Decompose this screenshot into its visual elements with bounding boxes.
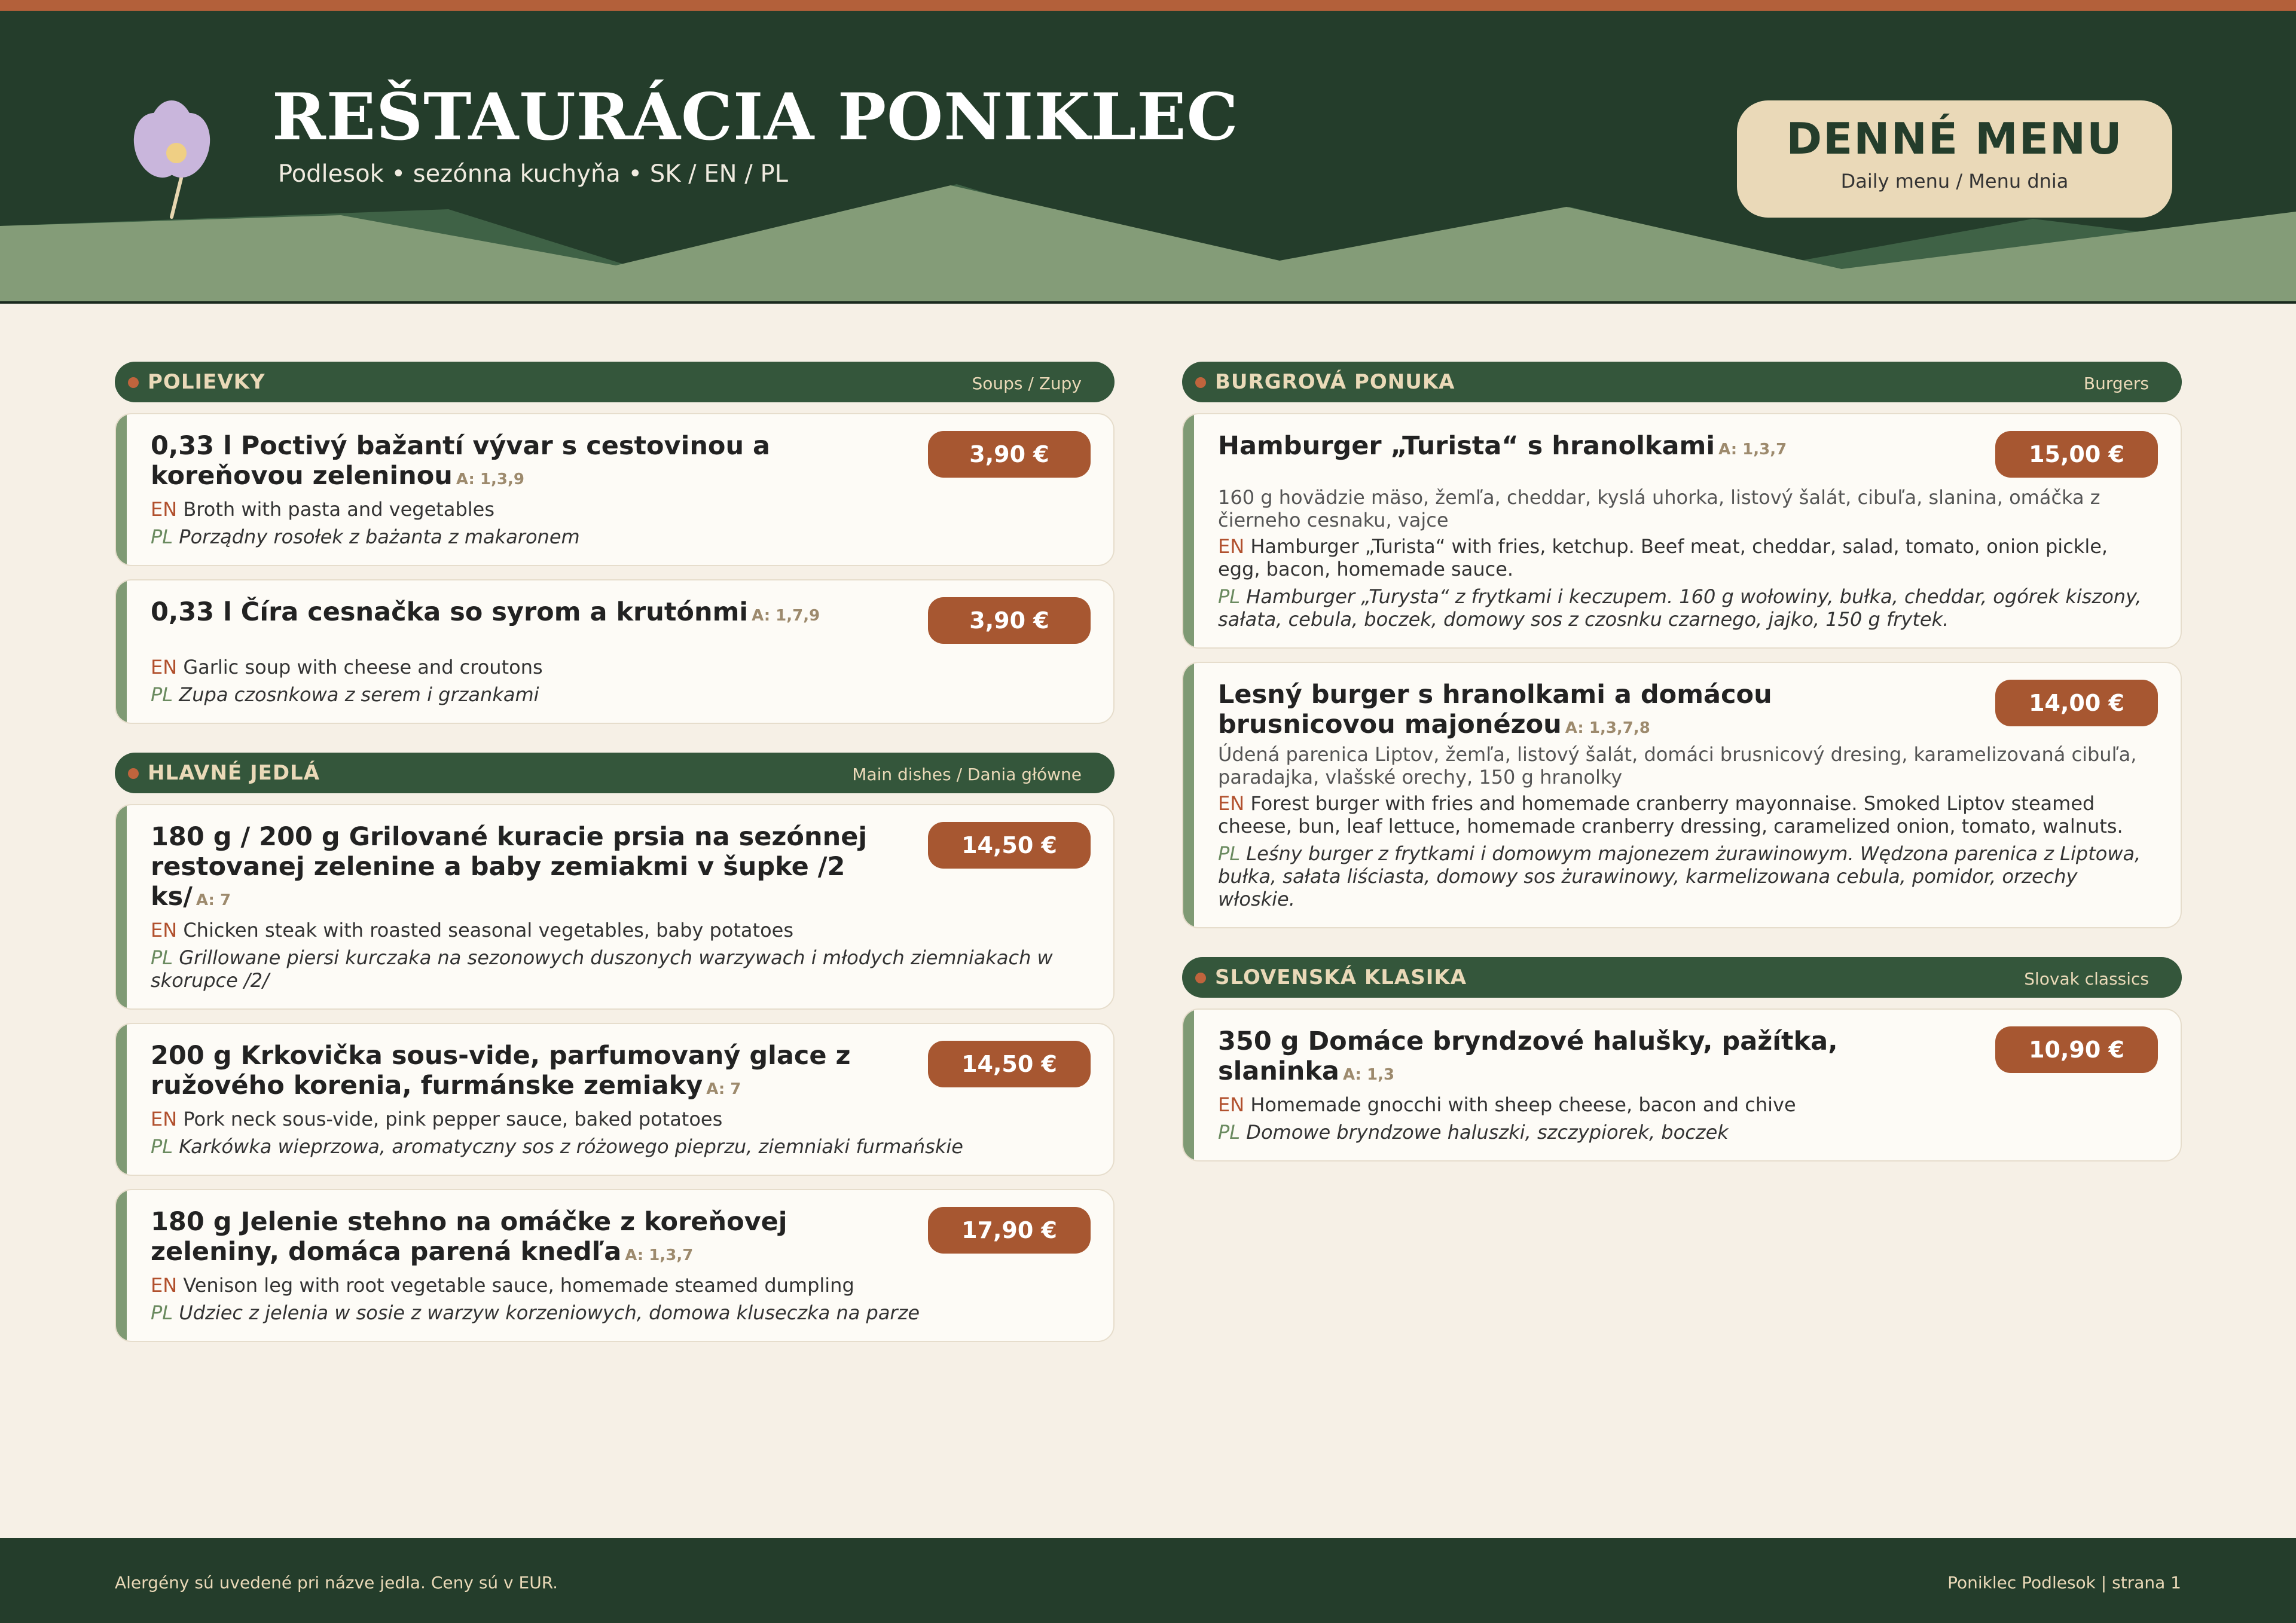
polish-translation [1218,1121,2145,1144]
allergen-codes: A: 7 [706,1080,741,1098]
card-accent-bar [1183,663,1194,927]
menu-item-title: Lesný burger s hranolkami a domácou brusnicovou majonézou [1218,680,1772,739]
price-badge: 14,00 € [1995,680,2158,726]
daily-menu-title: DENNÉ MENU [1786,114,2123,164]
lang-label-en: EN [151,498,178,521]
menu-item-card [1182,413,2182,649]
footer [0,1538,2296,1623]
menu-item-card [115,413,1115,566]
section-translation: Main dishes / Dania główne [852,765,1082,784]
page-subtitle: Podlesok • sezónna kuchyňa • SK / EN / PL [278,160,788,188]
menu-item-card [115,1023,1115,1176]
english-text: Garlic soup with cheese and croutons [183,656,543,678]
lang-label-en: EN [151,1108,178,1130]
english-text: Broth with pasta and vegetables [183,498,495,521]
polish-text: Hamburger „Turysta“ z frytkami i keczupem. 160 g wołowiny, bułka, cheddar, ogórek kiszony, sałata, cebula, boczek, domowy sos z czosnku czarnego, jajko, 150 g frytek. [1218,585,2142,631]
section-bullet-icon [1195,377,1206,388]
polish-text: Domowe bryndzowe haluszki, szczypiorek, boczek [1246,1121,1729,1144]
lang-label-en: EN [151,1274,178,1297]
menu-item-card [115,1189,1115,1342]
menu-item-title: 0,33 l Poctivý bažantí vývar s cestovinou a koreňovou zeleninou [151,431,771,491]
polish-translation [1218,585,2145,631]
lang-label-pl: PL [151,1301,173,1324]
english-translation [151,1108,1077,1130]
lang-label-pl: PL [151,1135,173,1158]
allergen-codes: A: 1,3,9 [456,470,524,488]
card-accent-bar [116,1190,127,1341]
section-translation: Burgers [2083,374,2149,393]
polish-text: Karkówka wieprzowa, aromatyczny sos z różowego pieprzu, ziemniaki furmańskie [179,1135,963,1158]
english-translation [1218,792,2145,838]
price-badge: 14,50 € [928,822,1091,869]
english-translation [151,919,1077,942]
section-header [115,362,1115,402]
lang-label-pl: PL [1218,585,1241,608]
section-title: POLIEVKY [148,370,265,394]
english-translation [1218,1093,2145,1116]
english-translation [151,656,1077,678]
english-translation [1218,535,2145,580]
pasqueflower-logo-icon [123,88,218,232]
allergen-codes: A: 1,3,7,8 [1565,719,1650,737]
english-text: Pork neck sous-vide, pink pepper sauce, baked potatoes [183,1108,723,1130]
card-accent-bar [116,805,127,1008]
lang-label-pl: PL [1218,842,1241,865]
polish-text: Grillowane piersi kurczaka na sezonowych duszonych warzywach i młodych ziemniakach w skorupce /2/ [151,946,1053,992]
english-text: Chicken steak with roasted seasonal vegetables, baby potatoes [183,919,794,942]
english-text: Homemade gnocchi with sheep cheese, bacon and chive [1250,1093,1796,1116]
section-bullet-icon [128,377,139,388]
polish-text: Udziec z jelenia w sosie z warzyw korzeniowych, domowa kluseczka na parze [179,1301,920,1324]
card-accent-bar [1183,1010,1194,1160]
section-bullet-icon [128,768,139,779]
card-accent-bar [116,414,127,565]
lang-label-en: EN [1218,792,1245,815]
english-text: Forest burger with fries and homemade cranberry mayonnaise. Smoked Liptov steamed cheese, bun, leaf lettuce, homemade cranberry dressing, caramelized onion, tomato, walnuts. [1218,792,2123,838]
english-text: Venison leg with root vegetable sauce, homemade steamed dumpling [183,1274,854,1297]
section-bullet-icon [1195,973,1206,983]
allergen-codes: A: 7 [196,891,231,909]
header [0,11,2296,304]
left-column [115,362,1115,1371]
polish-translation [151,525,1077,548]
lang-label-en: EN [1218,1093,1245,1116]
section-translation: Slovak classics [2024,969,2149,989]
price-badge: 3,90 € [928,431,1091,478]
top-accent-strip [0,0,2296,11]
right-column [1182,362,2182,1190]
card-accent-bar [1183,414,1194,647]
lang-label-en: EN [151,656,178,678]
english-text: Hamburger „Turista“ with fries, ketchup. Beef meat, cheddar, salad, tomato, onion pickle, egg, bacon, homemade sauce. [1218,535,2108,580]
menu-item-title: 0,33 l Číra cesnačka so syrom a krutónmi [151,597,749,627]
lang-label-pl: PL [151,946,173,969]
page-title: REŠTAURÁCIA PONIKLEC [272,80,1239,155]
menu-item-card [115,804,1115,1010]
menu-item-description: 160 g hovädzie mäso, žemľa, cheddar, kyslá uhorka, listový šalát, cibuľa, slanina, omáčka z čierneho cesnaku, vajce [1218,486,2100,531]
allergen-codes: A: 1,3,7 [625,1246,694,1264]
polish-translation [1218,842,2145,910]
price-badge: 14,50 € [928,1041,1091,1087]
price-badge: 17,90 € [928,1207,1091,1254]
menu-item-card [115,579,1115,724]
section-title: HLAVNÉ JEDLÁ [148,761,320,785]
footer-note: Alergény sú uvedené pri názve jedla. Ceny sú v EUR. [115,1573,558,1593]
polish-translation [151,1135,1077,1158]
menu-item-title: Hamburger „Turista“ s hranolkami [1218,431,1715,461]
polish-text: Porządny rosołek z bażanta z makaronem [179,525,580,548]
section-header [1182,957,2182,998]
card-accent-bar [116,580,127,723]
lang-label-pl: PL [151,683,173,706]
card-accent-bar [116,1024,127,1175]
allergen-codes: A: 1,7,9 [752,607,820,625]
menu-item-title: 180 g Jelenie stehno na omáčke z koreňovej zeleniny, domáca parená knedľa [151,1207,787,1267]
polish-translation [151,946,1077,992]
daily-menu-badge [1737,100,2172,218]
polish-translation [151,1301,1077,1324]
allergen-codes: A: 1,3 [1342,1066,1395,1084]
lang-label-en: EN [151,919,178,942]
menu-item-title: 200 g Krkovička sous-vide, parfumovaný glace z ružového korenia, furmánske zemiaky [151,1041,851,1101]
lang-label-en: EN [1218,535,1245,558]
polish-text: Zupa czosnkowa z serem i grzankami [179,683,539,706]
allergen-codes: A: 1,3,7 [1718,441,1787,459]
polish-text: Leśny burger z frytkami i domowym majonezem żurawinowym. Wędzona parenica z Liptowa, bułka, sałata liściasta, domowy sos żurawinowy, karmelizowana cebula, pomidor, orzechy włoskie. [1218,842,2141,910]
price-badge: 3,90 € [928,597,1091,644]
english-translation [151,498,1077,521]
section-header [115,753,1115,793]
price-badge: 15,00 € [1995,431,2158,478]
daily-menu-subtitle: Daily menu / Menu dnia [1840,170,2069,192]
lang-label-pl: PL [1218,1121,1241,1144]
section-title: BURGROVÁ PONUKA [1215,370,1455,394]
price-badge: 10,90 € [1995,1026,2158,1073]
section-header [1182,362,2182,402]
footer-page-info: Poniklec Podlesok | strana 1 [1947,1573,2181,1593]
menu-item-card [1182,662,2182,928]
polish-translation [151,683,1077,706]
lang-label-pl: PL [151,525,173,548]
menu-item-card [1182,1008,2182,1162]
english-translation [151,1274,1077,1297]
menu-item-title: 350 g Domáce bryndzové halušky, pažítka, slaninka [1218,1026,1838,1086]
section-translation: Soups / Zupy [972,374,1082,393]
menu-item-description: Údená parenica Liptov, žemľa, listový šalát, domáci brusnicový dresing, karamelizovaná cibuľa, paradajka, vlašské orechy, 150 g hranolky [1218,743,2137,788]
menu-item-title: 180 g / 200 g Grilované kuracie prsia na sezónnej restovanej zelenine a baby zemiakmi v šupke /2 ks/ [151,822,868,912]
section-title: SLOVENSKÁ KLASIKA [1215,965,1467,989]
